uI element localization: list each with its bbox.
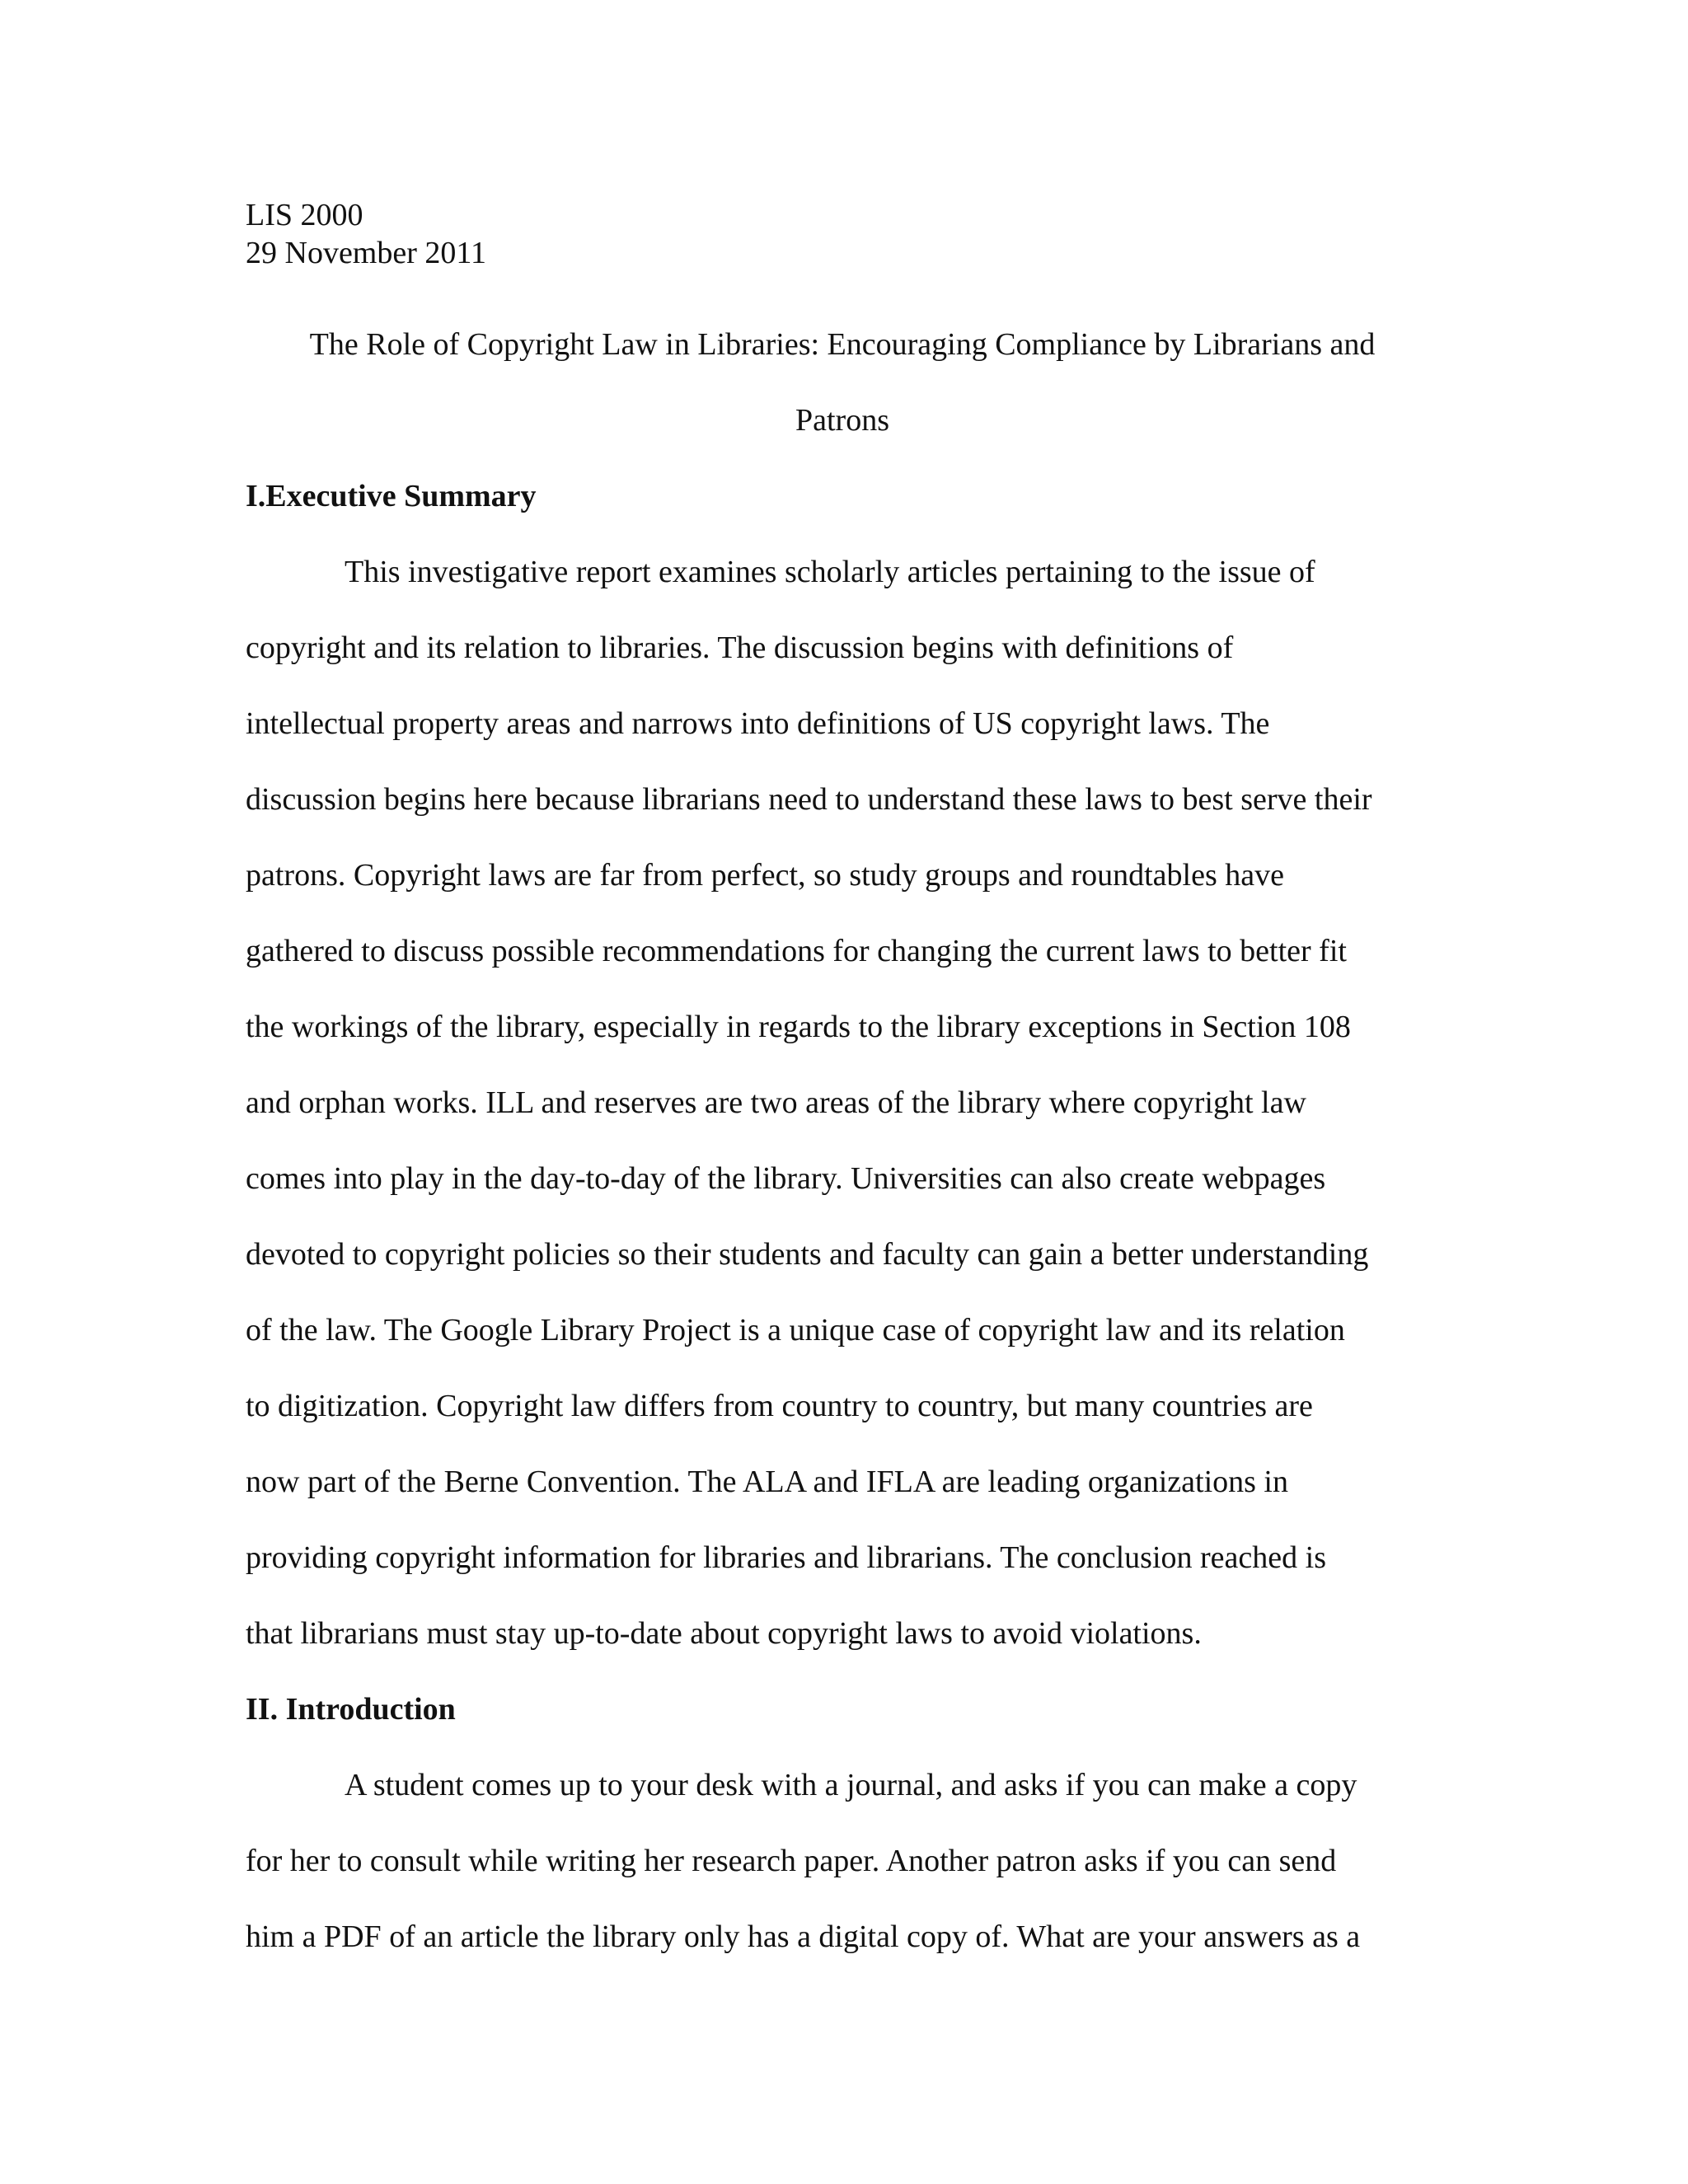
paragraph-line: that librarians must stay up-to-date about copyright laws to avoid violations. <box>246 1616 1202 1651</box>
paragraph-line: gathered to discuss possible recommendations for changing the current laws to better fit <box>246 934 1347 968</box>
paragraph-line: This investigative report examines scholarly articles pertaining to the issue of <box>345 555 1315 589</box>
paragraph-line: to digitization. Copyright law differs from country to country, but many countries are <box>246 1389 1313 1423</box>
paragraph-line: comes into play in the day-to-day of the library. Universities can also create webpages <box>246 1161 1326 1196</box>
paragraph-line: discussion begins here because librarians need to understand these laws to best serve their <box>246 782 1372 817</box>
paragraph-line: A student comes up to your desk with a journal, and asks if you can make a copy <box>345 1768 1357 1802</box>
document-page <box>246 196 1439 1975</box>
paragraph-line: patrons. Copyright laws are far from perfect, so study groups and roundtables have <box>246 858 1284 893</box>
document-date: 29 November 2011 <box>246 236 486 270</box>
paragraph-line: and orphan works. ILL and reserves are two areas of the library where copyright law <box>246 1085 1306 1120</box>
paragraph-line: the workings of the library, especially in regards to the library exceptions in Section 108 <box>246 1010 1351 1044</box>
paragraph-line: intellectual property areas and narrows into definitions of US copyright laws. The <box>246 706 1270 741</box>
title-line-1: The Role of Copyright Law in Libraries: Encouraging Compliance by Librarians and <box>309 327 1376 362</box>
executive-summary-paragraph <box>246 534 1439 1671</box>
paragraph-line: devoted to copyright policies so their students and faculty can gain a better understanding <box>246 1237 1369 1272</box>
paragraph-line: copyright and its relation to libraries. The discussion begins with definitions of <box>246 630 1234 665</box>
course-code: LIS 2000 <box>246 198 363 232</box>
title-line-2: Patrons <box>795 403 889 438</box>
section-heading-introduction: II. Introduction <box>246 1692 456 1727</box>
paragraph-line: providing copyright information for libraries and librarians. The conclusion reached is <box>246 1540 1326 1575</box>
paragraph-line: for her to consult while writing her research paper. Another patron asks if you can send <box>246 1844 1337 1878</box>
paragraph-line: of the law. The Google Library Project is a unique case of copyright law and its relation <box>246 1313 1345 1347</box>
section-heading-executive-summary: I.Executive Summary <box>246 479 537 513</box>
paragraph-line: now part of the Berne Convention. The ALA and IFLA are leading organizations in <box>246 1465 1288 1499</box>
introduction-paragraph <box>246 1747 1439 1975</box>
paragraph-line: him a PDF of an article the library only has a digital copy of. What are your answers as a <box>246 1919 1361 1954</box>
document-title <box>246 307 1439 458</box>
